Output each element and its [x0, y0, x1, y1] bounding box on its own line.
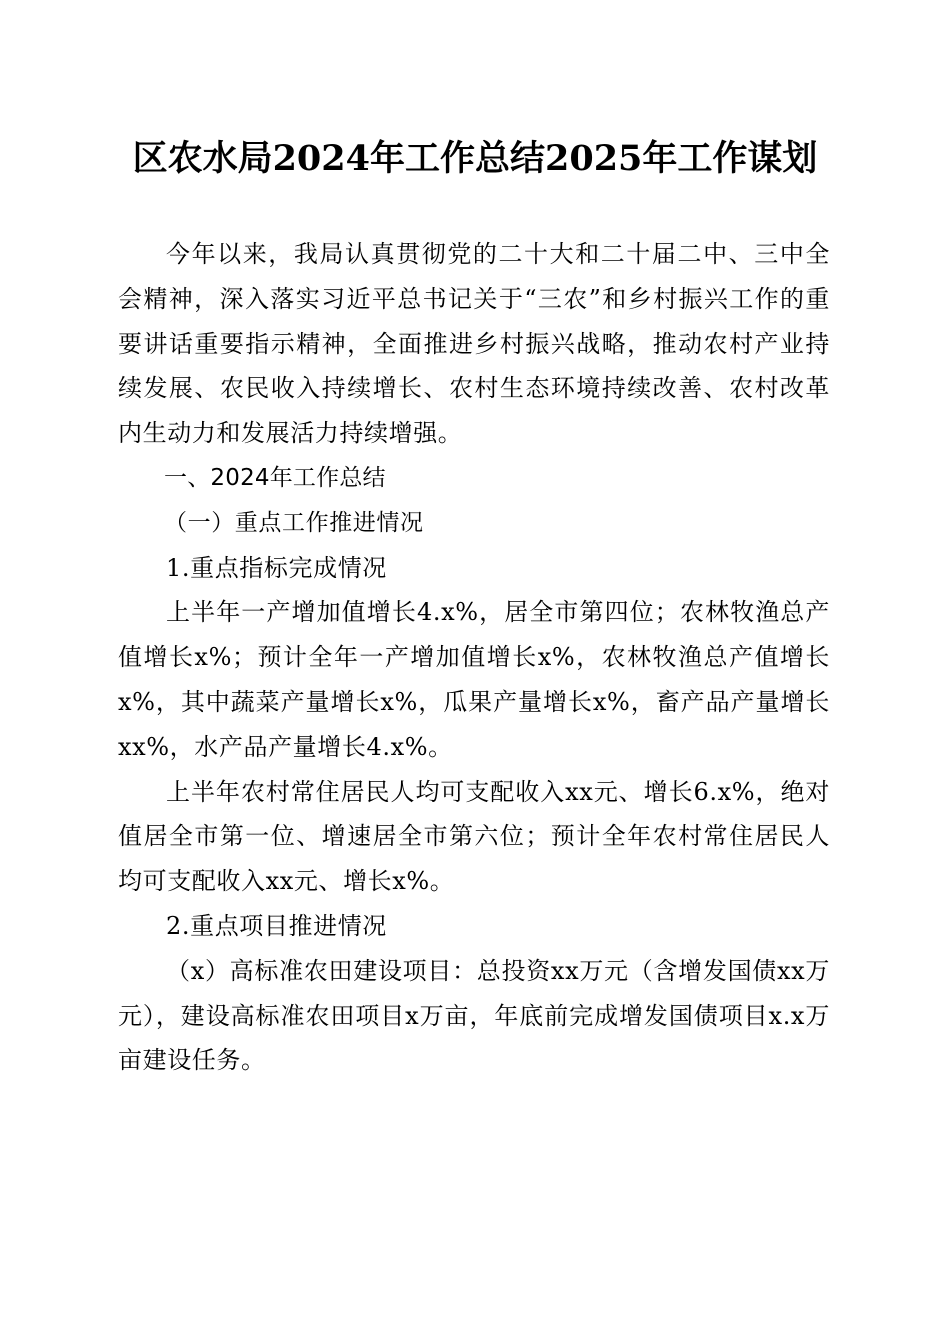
document-title: 区农水局2024年工作总结2025年工作谋划 [132, 138, 818, 179]
subsection-heading-1: （一）重点工作推进情况 [164, 509, 424, 536]
item-heading-1: 1.重点指标完成情况 [166, 553, 387, 582]
intro-paragraph: 今年以来，我局认真贯彻党的二十大和二十届二中、三中全会精神，深入落实习近平总书记关于“三农”和乡村振兴工作的重要讲话重要指示精神，全面推进乡村振兴战略，推动农村产业持续发展、农民收入持续增长、农村生态环境持续改善、农村改革内生动力和发展活力持续增强。 [118, 240, 830, 448]
item-2-paragraph-1: （x）高标准农田建设项目：总投资xx万元（含增发国债xx万元），建设高标准农田项目x万亩，年底前完成增发国债项目x.x万亩建设任务。 [118, 956, 830, 1075]
document-body [118, 232, 830, 1083]
section-heading-1: 一、2024年工作总结 [164, 464, 386, 491]
item-1-paragraph-1: 上半年一产增加值增长4.x%，居全市第四位；农林牧渔总产值增长x%；预计全年一产增加值增长x%，农林牧渔总产值增长x%，其中蔬菜产量增长x%，瓜果产量增长x%，畜产品产量增长xx%，水产品产量增长4.x%。 [118, 598, 830, 761]
item-1-paragraph-2: 上半年农村常住居民人均可支配收入xx元、增长6.x%，绝对值居全市第一位、增速居全市第六位；预计全年农村常住居民人均可支配收入xx元、增长x%。 [118, 777, 830, 896]
item-heading-2: 2.重点项目推进情况 [166, 911, 387, 940]
